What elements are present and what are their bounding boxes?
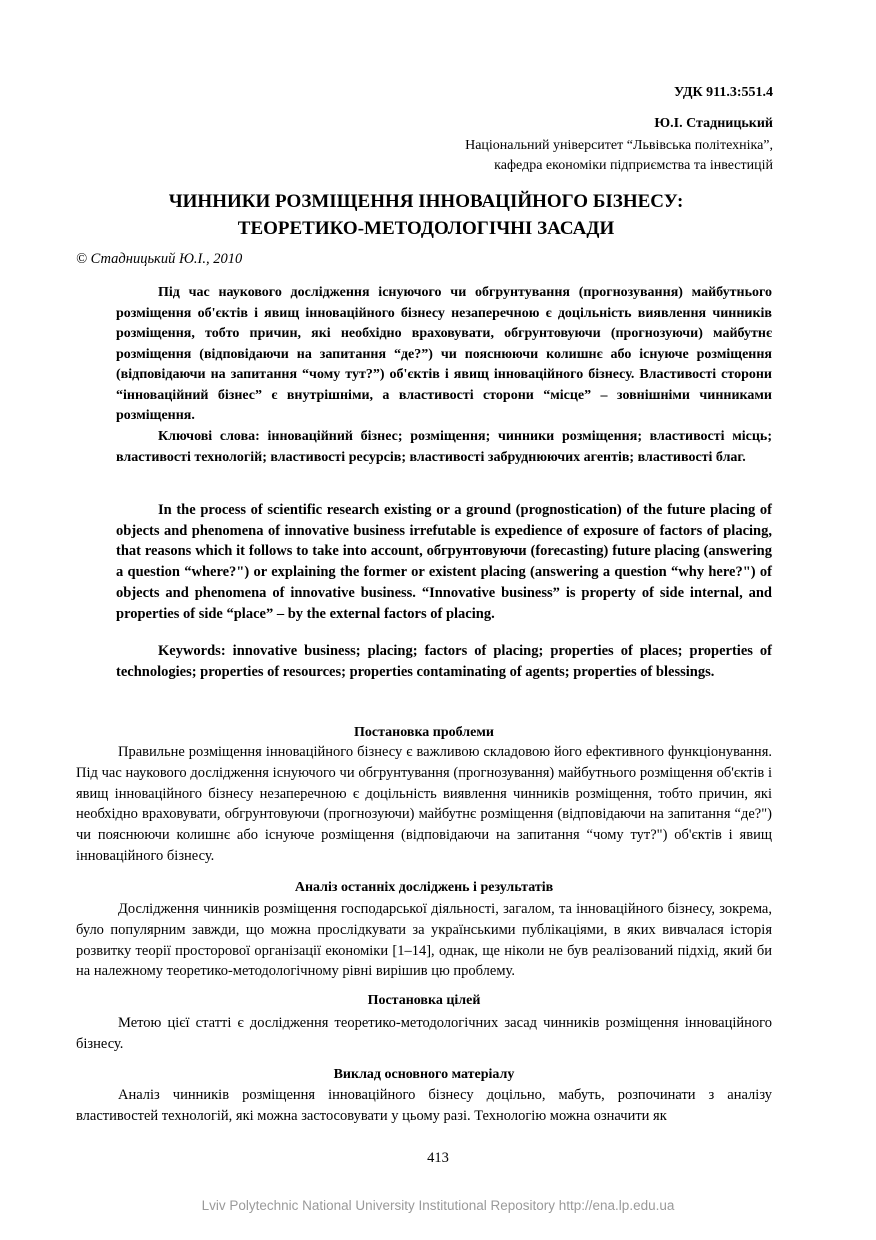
paragraph: Правильне розміщення інноваційного бізнесу є важливою складовою його ефективного функціонування. Під час наукового дослідження існуючого чи обгрунтування (прогнозування) майбутнього розміщення об'єктів і явищ інноваційного бізнесу незаперечною є доцільність виявлення чинників розміщення, тобто причин, які необхідно враховувати, обгрунтовуючи (прогнозуючи) майбутнє розміщення (відповідаючи на запитання “де?") чи пояснюючи колишнє або існуюче розміщення (відповідаючи на запитання “чому тут?") об'єктів і явищ інноваційного бізнесу.: [76, 744, 772, 864]
copyright-notice: © Стадницький Ю.І., 2010: [76, 251, 243, 267]
keywords-ukrainian: [116, 427, 772, 468]
keywords-ua-text: Ключові слова: інноваційний бізнес; розміщення; чинники розміщення; властивості місць; властивості технологій; властивості ресурсів; властивості забруднюючих агентів; властивості благ.: [116, 429, 772, 465]
abstract-english: [116, 500, 772, 624]
abstract-ukrainian: [116, 283, 772, 427]
keywords-english: [116, 641, 772, 682]
affiliation-department: кафедра економіки підприємства та інвестицій: [494, 158, 773, 173]
page-number: 413: [427, 1150, 449, 1166]
repository-footer: Lviv Polytechnic National University Institutional Repository http://ena.lp.edu.ua: [201, 1198, 675, 1213]
section-body-goals: [76, 1013, 772, 1055]
section-heading-main-material: Виклад основного матеріалу: [333, 1067, 515, 1082]
paragraph: Дослідження чинників розміщення господарської діяльності, загалом, та інноваційного бізнесу, зокрема, було популярним завжди, що можна прослідкувати за українськими публікаціями, в яких вивчалася історія розвитку теорії просторової організації економіки [1–14], однак, ще ніколи не був реалізований підхід, який би на належному теоретико-методологічному рівні вирішив цю проблему.: [76, 901, 772, 980]
paper-title: [76, 188, 776, 242]
keywords-en-text: Keywords: innovative business; placing; factors of placing; properties of places; properties of technologies; properties of resources; properties contaminating of agents; properties of blessings.: [116, 643, 772, 680]
section-heading-analysis: Аналіз останніх досліджень і результатів: [294, 880, 554, 895]
abstract-ua-text: Під час наукового дослідження існуючого чи обгрунтування (прогнозування) майбутнього розміщення об'єктів і явищ інноваційного бізнесу незаперечною є доцільність виявлення чинників розміщення, тобто причин, які необхідно враховувати, обгрунтовуючи (прогнозуючи) майбутнє розміщення (відповідаючи на запитання “де?”) чи пояснюючи колишнє або існуюче розміщення (відповідаючи на запитання “чому тут?”) об'єктів і явищ інноваційного бізнесу. Властивості сторони “інноваційний бізнес” є внутрішніми, а властивості сторони “місце” – зовнішніми чинниками розміщення.: [116, 285, 772, 423]
section-body-problem: [76, 742, 772, 867]
section-body-analysis: [76, 899, 772, 982]
author-name: Ю.І. Стадницький: [654, 116, 773, 131]
section-body-main-material: [76, 1085, 772, 1127]
title-line-2: ТЕОРЕТИКО-МЕТОДОЛОГІЧНІ ЗАСАДИ: [237, 218, 615, 239]
title-line-1: ЧИННИКИ РОЗМІЩЕННЯ ІННОВАЦІЙНОГО БІЗНЕСУ:: [168, 191, 684, 212]
paragraph: Аналіз чинників розміщення інноваційного бізнесу доцільно, мабуть, розпочинати з аналізу властивостей технологій, які можна застосовувати у цьому разі. Технологію можна означити як: [76, 1087, 772, 1124]
affiliation-university: Національний університет “Львівська політехніка”,: [465, 138, 773, 153]
abstract-en-text: In the process of scientific research existing or a ground (prognostication) of the future placing of objects and phenomena of innovative business irrefutable is expedience of exposure of factors of placing, that reasons which it follows to take into account, обгрунтовуючи (forecasting) future placing (answering a question “where?") or explaining the former or existent placing (answering a question “why here?") of objects and phenomena of innovative business. “Innovative business” is property of side internal, and properties of side “place” – by the external factors of placing.: [116, 502, 772, 622]
section-heading-goals: Постановка цілей: [367, 993, 481, 1008]
udk-code: УДК 911.3:551.4: [673, 85, 773, 100]
section-heading-problem: Постановка проблеми: [354, 725, 494, 740]
paragraph: Метою цієї статті є дослідження теоретико-методологічних засад чинників розміщення інноваційного бізнесу.: [76, 1015, 772, 1052]
